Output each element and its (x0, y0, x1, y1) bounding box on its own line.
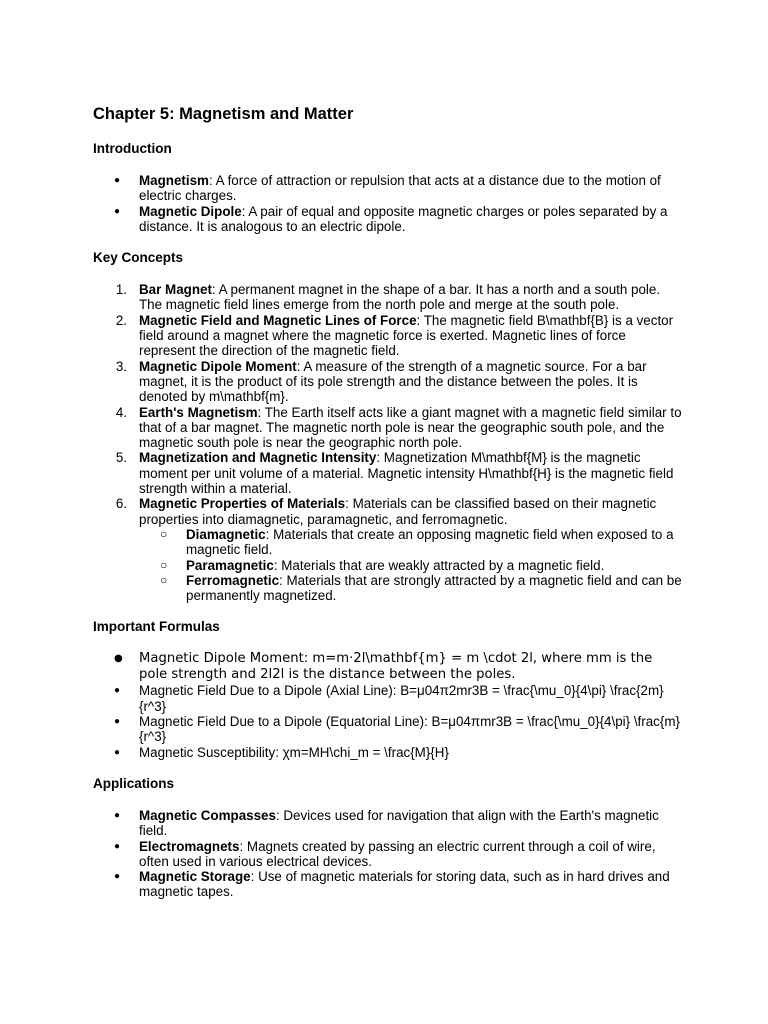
list-item (93, 683, 683, 714)
section-heading-key-concepts: Key Concepts (93, 250, 184, 266)
term: Magnetic Properties of Materials (139, 496, 346, 512)
term: Ferromagnetic (186, 572, 280, 588)
list-item (93, 173, 683, 204)
term: Magnetism (139, 173, 209, 188)
sublist-item (139, 558, 683, 573)
sublist-item (139, 573, 683, 604)
term: Magnetic Dipole Moment (139, 358, 297, 374)
definition: : Materials that are weakly attracted by a magnetic field. (273, 557, 605, 573)
list-item (93, 282, 683, 313)
list-item (93, 745, 683, 760)
formula-text: Magnetic Susceptibility: χm=MH\chi_m = \frac{M}{H} (139, 744, 449, 760)
formula-text: Magnetic Field Due to a Dipole (Axial Line): B=μ04π2mr3B = \frac{\mu_0}{4\pi} \frac{2m}{r^3} (139, 683, 664, 714)
item-number: 2. (115, 312, 127, 328)
list-item (93, 359, 683, 405)
term: Earth's Magnetism (139, 404, 258, 420)
term: Magnetic Compasses (139, 807, 276, 823)
key-concepts-list (93, 282, 683, 603)
definition: : Magnetization M\mathbf{M} is the magnetic moment per unit volume of a material. Magnetic intensity H\mathbf{H} is the magnetic field strength within a material. (139, 450, 674, 497)
term: Bar Magnet (139, 282, 212, 298)
item-number: 3. (115, 358, 127, 374)
item-number: 4. (115, 404, 127, 420)
document-page (93, 103, 683, 915)
item-number: 5. (115, 450, 127, 466)
term: Magnetic Storage (139, 869, 251, 885)
term: Magnetic Field and Magnetic Lines of Force (139, 312, 417, 328)
list-item (93, 496, 683, 603)
list-item (93, 714, 683, 745)
section-heading-important-formulas: Important Formulas (93, 619, 220, 635)
item-number: 1. (115, 282, 127, 298)
term: Magnetization and Magnetic Intensity (139, 450, 377, 466)
definition: : Materials can be classified based on their magnetic properties into diamagnetic, paramagnetic, and ferromagnetic. (139, 496, 657, 527)
list-item (93, 313, 683, 359)
definition: : Use of magnetic materials for storing data, such as in hard drives and magnetic tapes. (139, 869, 670, 900)
list-item (93, 651, 683, 683)
term: Electromagnets (139, 838, 240, 854)
list-item (93, 808, 683, 839)
list-item (93, 839, 683, 870)
formula-text: Magnetic Field Due to a Dipole (Equatorial Line): B=μ04πmr3B = \frac{\mu_0}{4\pi} \frac{m}{r^3} (139, 714, 680, 745)
list-item (93, 405, 683, 451)
definition: : Devices used for navigation that align with the Earth's magnetic field. (139, 807, 659, 839)
term: Magnetic Dipole (139, 203, 242, 219)
formulas-list (93, 651, 683, 759)
definition: : A force of attraction or repulsion that acts at a distance due to the motion of electric charges. (139, 173, 661, 204)
definition: : A pair of equal and opposite magnetic charges or poles separated by a distance. It is analogous to an electric dipole. (139, 203, 668, 234)
chapter-title: Chapter 5: Magnetism and Matter (93, 105, 354, 123)
material-types-sublist (139, 527, 683, 603)
formula-text: Magnetic Dipole Moment: m=m·2l\mathbf{m} = m \cdot 2l, where mm is the pole strength and 2l2l is the distance between the poles. (139, 651, 653, 683)
section-heading-applications: Applications (93, 775, 175, 791)
sublist-item (139, 527, 683, 558)
list-item (93, 204, 683, 235)
list-item (93, 869, 683, 900)
introduction-list (93, 173, 683, 234)
term: Diamagnetic (186, 526, 266, 542)
definition: : A permanent magnet in the shape of a bar. It has a north and a south pole. The magnetic field lines emerge from the north pole and merge at the south pole. (139, 282, 661, 313)
definition: : The Earth itself acts like a giant magnet with a magnetic field similar to that of a bar magnet. The magnetic north pole is near the geographic south pole, and the magnetic south pole is near the geographic north pole. (139, 404, 682, 451)
definition: : Materials that create an opposing magnetic field when exposed to a magnetic field. (186, 526, 674, 558)
definition: : The magnetic field B\mathbf{B} is a vector field around a magnet where the magnetic force is exerted. Magnetic lines of force represent the direction of the magnetic field. (139, 312, 674, 359)
definition: : Magnets created by passing an electric current through a coil of wire, often used in various electrical devices. (139, 838, 656, 869)
term: Paramagnetic (186, 557, 274, 573)
definition: : Materials that are strongly attracted by a magnetic field and can be permanently magnetized. (186, 572, 682, 604)
list-item (93, 450, 683, 496)
applications-list (93, 808, 683, 900)
section-heading-introduction: Introduction (93, 141, 172, 156)
definition: : A measure of the strength of a magnetic source. For a bar magnet, it is the product of its pole strength and the distance between the poles. It is denoted by m\mathbf{m}. (139, 358, 647, 405)
item-number: 6. (115, 496, 127, 512)
